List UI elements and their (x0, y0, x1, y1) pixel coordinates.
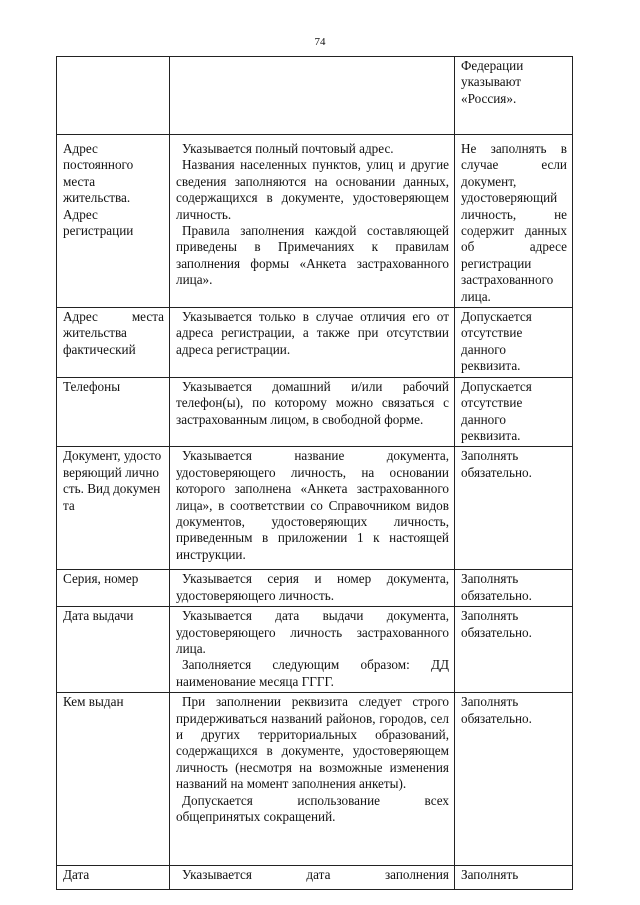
description-paragraph: Указывается домашний и/или рабочий телефон(ы), по которому можно связаться с застрахованным лицом, в свободной форме. (176, 378, 449, 427)
description-paragraph: Указывается дата выдачи документа, удостоверяющего личность застрахованного лица. (176, 608, 449, 656)
page-number: 74 (314, 36, 326, 48)
row-label: Телефоны (63, 378, 121, 394)
note-cell (455, 447, 573, 570)
row-label: Дата выдачи (63, 608, 134, 624)
note-text: Допускается отсутствие данного реквизита. (461, 309, 532, 374)
label-cell (57, 135, 170, 308)
note-cell (455, 693, 573, 866)
note-cell (455, 377, 573, 447)
description-cell (170, 57, 455, 135)
row-label: Серия, номер (63, 571, 139, 587)
note-text: Заполнять (461, 867, 519, 883)
table-row (57, 570, 573, 607)
label-cell (57, 377, 170, 447)
description-paragraph: Допускается использование всех общепринятых сокращений. (176, 792, 449, 824)
description-paragraph: При заполнении реквизита следует строго придерживаться названий районов, городов, сел и других территориальных образований, содержащихся в документе, удостоверяющем личность (несмотря на возможные изменения названий на момент заполнения анкеты). (176, 694, 449, 792)
row-label: Документ, удостоверяющий личность. Вид документа (63, 448, 162, 513)
description-cell (170, 377, 455, 447)
requisites-table (56, 56, 573, 890)
description-paragraph: Указывается полный почтовый адрес. (182, 141, 394, 156)
label-cell (57, 607, 170, 693)
label-cell (57, 308, 170, 378)
label-cell (57, 693, 170, 866)
description-cell (170, 570, 455, 607)
table-row (57, 135, 573, 308)
table-row (57, 447, 573, 570)
note-cell (455, 607, 573, 693)
note-text: Заполнять обязательно. (461, 448, 532, 480)
table-row (57, 377, 573, 447)
note-cell (455, 57, 573, 135)
description-cell (170, 866, 455, 890)
label-cell (57, 570, 170, 607)
note-cell (455, 866, 573, 890)
description-paragraph: Правила заполнения каждой составляющей приведены в Примечаниях к правилам заполнения формы «Анкета застрахованного лица». (176, 223, 449, 288)
label-cell (57, 866, 170, 890)
note-text: Заполнять обязательно. (461, 694, 532, 726)
table-row (57, 57, 573, 135)
row-label: Адрес места жительства фактический (63, 309, 164, 357)
description-paragraph: Указывается название документа, удостоверяющего личность, на основании которого заполнена «Анкета застрахованного лица», в соответствии со Справочником видов документов, удостоверяющих личность, приведенным в приложении 1 к настоящей инструкции. (176, 448, 449, 562)
row-label: Кем выдан (63, 694, 124, 710)
row-label: Дата (63, 867, 90, 883)
description-paragraph: Заполняется следующим образом: ДД наименование месяца ГГГГ. (176, 657, 449, 689)
table-row (57, 607, 573, 693)
label-cell (57, 57, 170, 135)
table-row (57, 866, 573, 890)
note-text: Не заполнять в случае если документ, удостоверяющий личность, не содержит данных об адресе регистрации застрахованного лица. (461, 141, 567, 304)
note-text: Заполнять обязательно. (461, 608, 532, 640)
table-row (57, 308, 573, 378)
row-label: Адрес постоянного места жительства. Адрес регистрации (63, 141, 134, 239)
description-cell (170, 607, 455, 693)
description-paragraph: Указывается дата заполнения (182, 867, 449, 883)
description-cell (170, 447, 455, 570)
description-cell (170, 135, 455, 308)
table-row (57, 693, 573, 866)
note-cell (455, 308, 573, 378)
description-cell (170, 308, 455, 378)
label-cell (57, 447, 170, 570)
note-cell (455, 570, 573, 607)
description-paragraph: Указывается серия и номер документа, удостоверяющего личность. (176, 571, 449, 603)
description-paragraph: Указывается только в случае отличия его от адреса регистрации, а также при отсутствии адреса регистрации. (176, 309, 449, 357)
description-paragraph: Названия населенных пунктов, улиц и другие сведения заполняются на основании данных, содержащихся в документе, удостоверяющем личность. (176, 157, 449, 222)
note-text: Допускается отсутствие данного реквизита. (461, 378, 532, 443)
note-cell (455, 135, 573, 308)
note-text: Федерации указывают «Россия». (461, 58, 524, 106)
note-text: Заполнять обязательно. (461, 571, 532, 603)
description-cell (170, 693, 455, 866)
